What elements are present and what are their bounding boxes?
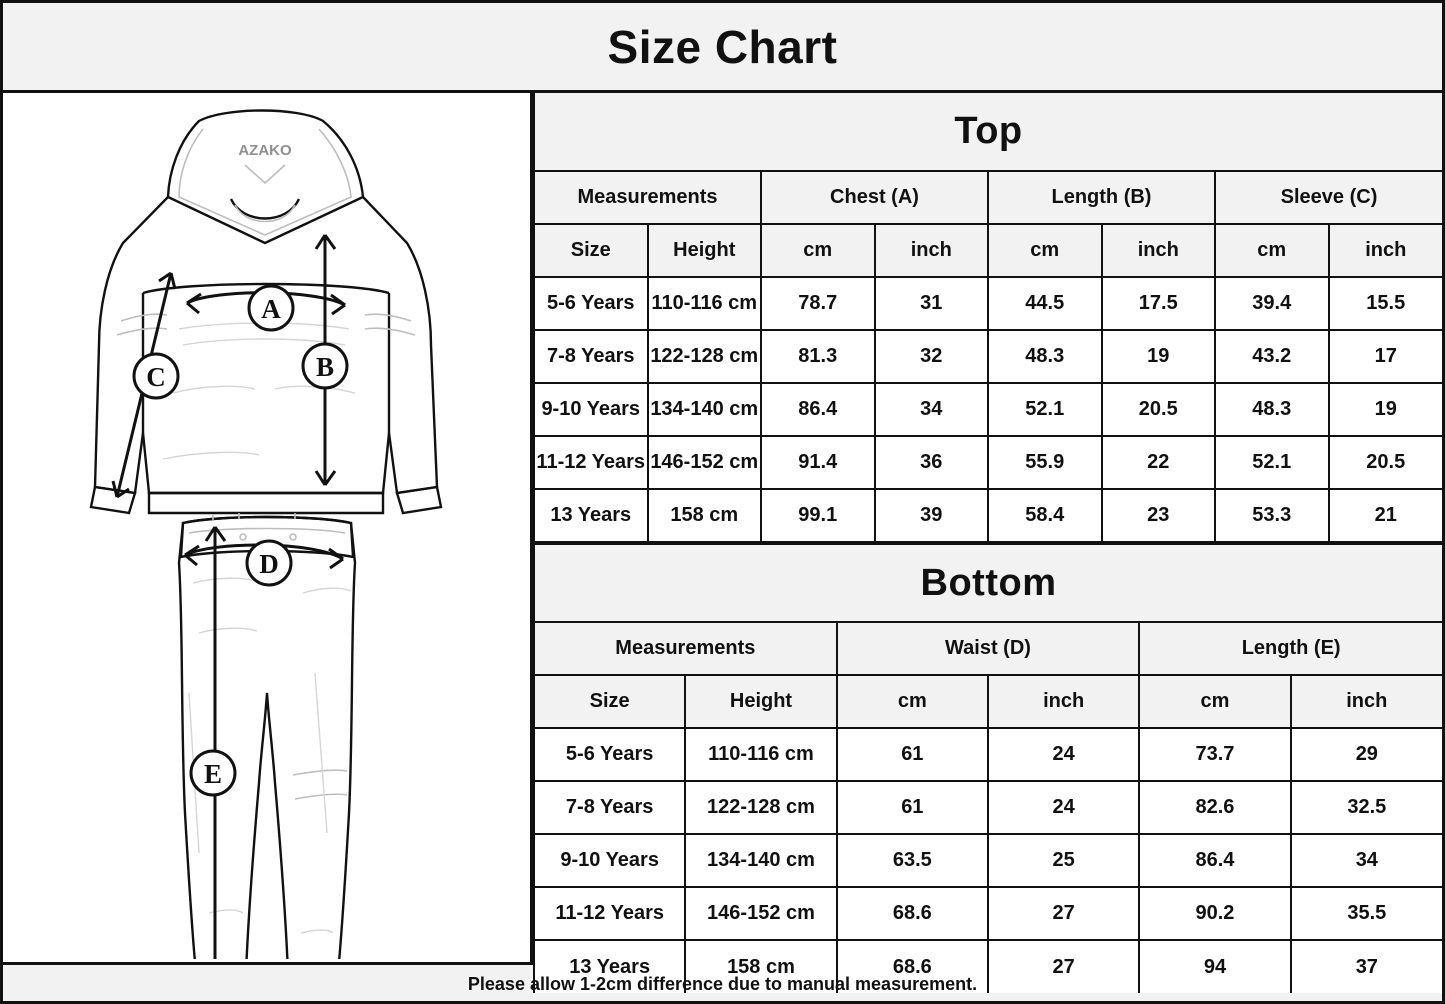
cell-length-inch: 37 — [1291, 940, 1442, 993]
cell-chest-inch: 34 — [875, 383, 989, 436]
cell-height: 146-152 cm — [648, 436, 762, 489]
top-col-length-inch: inch — [1102, 224, 1216, 277]
cell-size: 11-12 Years — [534, 436, 648, 489]
cell-sleeve-inch: 19 — [1329, 383, 1443, 436]
bottom-col-length-inch: inch — [1291, 675, 1442, 728]
cell-waist-inch: 25 — [988, 834, 1139, 887]
marker-c — [134, 354, 178, 398]
tables-panel — [533, 93, 1442, 978]
bottom-group-measurements: Measurements — [534, 622, 837, 675]
cell-waist-inch: 24 — [988, 781, 1139, 834]
cell-waist-cm: 63.5 — [837, 834, 988, 887]
brand-logo — [238, 142, 292, 183]
bottom-col-size: Size — [534, 675, 685, 728]
cell-size: 13 Years — [534, 489, 648, 542]
top-col-height: Height — [648, 224, 762, 277]
cell-length-inch: 19 — [1102, 330, 1216, 383]
cell-chest-cm: 86.4 — [761, 383, 875, 436]
cell-size: 5-6 Years — [534, 277, 648, 330]
cell-waist-cm: 68.6 — [837, 940, 988, 993]
top-size-table — [533, 93, 1442, 543]
table-row — [534, 330, 1442, 383]
cell-height: 122-128 cm — [685, 781, 836, 834]
table-row — [534, 383, 1442, 436]
top-col-sleeve-cm: cm — [1215, 224, 1329, 277]
marker-c-label: C — [146, 362, 166, 392]
chart-body — [3, 93, 1442, 978]
table-row — [534, 277, 1442, 330]
cell-length-cm: 52.1 — [988, 383, 1102, 436]
top-group-sleeve: Sleeve (C) — [1215, 171, 1442, 224]
cell-chest-cm: 81.3 — [761, 330, 875, 383]
cell-sleeve-cm: 48.3 — [1215, 383, 1329, 436]
arrow-length-e — [203, 527, 225, 959]
bottom-col-height: Height — [685, 675, 836, 728]
top-group-chest: Chest (A) — [761, 171, 988, 224]
cell-chest-inch: 36 — [875, 436, 989, 489]
cell-chest-cm: 78.7 — [761, 277, 875, 330]
cell-sleeve-inch: 17 — [1329, 330, 1443, 383]
top-col-chest-cm: cm — [761, 224, 875, 277]
cell-height: 158 cm — [685, 940, 836, 993]
cell-size: 7-8 Years — [534, 781, 685, 834]
page-title: Size Chart — [607, 20, 838, 73]
page-title-bar — [3, 3, 1442, 93]
cell-length-inch: 17.5 — [1102, 277, 1216, 330]
marker-b-label: B — [315, 352, 335, 382]
cell-height: 146-152 cm — [685, 887, 836, 940]
cell-waist-inch: 27 — [988, 940, 1139, 993]
cell-length-cm: 55.9 — [988, 436, 1102, 489]
cell-size: 9-10 Years — [534, 834, 685, 887]
bottom-col-waist-cm: cm — [837, 675, 988, 728]
table-row — [534, 781, 1442, 834]
cell-chest-inch: 31 — [875, 277, 989, 330]
cell-chest-inch: 39 — [875, 489, 989, 542]
cell-size: 11-12 Years — [534, 887, 685, 940]
marker-a — [249, 286, 293, 330]
cell-size: 5-6 Years — [534, 728, 685, 781]
cell-height: 134-140 cm — [648, 383, 762, 436]
cell-length-inch: 29 — [1291, 728, 1442, 781]
cell-length-cm: 86.4 — [1139, 834, 1290, 887]
cell-length-cm: 94 — [1139, 940, 1290, 993]
cell-height: 110-116 cm — [648, 277, 762, 330]
top-col-size: Size — [534, 224, 648, 277]
cell-sleeve-cm: 39.4 — [1215, 277, 1329, 330]
cell-height: 110-116 cm — [685, 728, 836, 781]
cell-height: 134-140 cm — [685, 834, 836, 887]
cell-length-inch: 35.5 — [1291, 887, 1442, 940]
cell-height: 122-128 cm — [648, 330, 762, 383]
cell-chest-cm: 99.1 — [761, 489, 875, 542]
illustration-panel — [3, 93, 533, 962]
cell-length-cm: 44.5 — [988, 277, 1102, 330]
bottom-group-length: Length (E) — [1139, 622, 1442, 675]
top-section-title: Top — [534, 93, 1442, 171]
cell-length-inch: 34 — [1291, 834, 1442, 887]
footer-note-text: Please allow 1-2cm difference due to manual measurement. — [467, 974, 978, 994]
marker-e-label: E — [203, 759, 223, 789]
cell-waist-cm: 68.6 — [837, 887, 988, 940]
cell-waist-cm: 61 — [837, 728, 988, 781]
cell-waist-cm: 61 — [837, 781, 988, 834]
table-row — [534, 436, 1442, 489]
cell-size: 9-10 Years — [534, 383, 648, 436]
cell-waist-inch: 24 — [988, 728, 1139, 781]
table-row — [534, 834, 1442, 887]
top-group-length: Length (B) — [988, 171, 1215, 224]
cell-sleeve-cm: 52.1 — [1215, 436, 1329, 489]
cell-length-cm: 90.2 — [1139, 887, 1290, 940]
cell-length-cm: 82.6 — [1139, 781, 1290, 834]
top-col-sleeve-inch: inch — [1329, 224, 1443, 277]
bottom-group-waist: Waist (D) — [837, 622, 1140, 675]
table-row — [534, 887, 1442, 940]
cell-length-cm: 73.7 — [1139, 728, 1290, 781]
top-col-length-cm: cm — [988, 224, 1102, 277]
marker-a-label: A — [261, 294, 281, 324]
marker-b — [303, 344, 347, 388]
marker-d — [247, 541, 291, 585]
cell-sleeve-cm: 43.2 — [1215, 330, 1329, 383]
cell-sleeve-inch: 20.5 — [1329, 436, 1443, 489]
marker-d-label: D — [259, 549, 279, 579]
top-col-chest-inch: inch — [875, 224, 989, 277]
cell-height: 158 cm — [648, 489, 762, 542]
cell-length-inch: 23 — [1102, 489, 1216, 542]
cell-sleeve-inch: 15.5 — [1329, 277, 1443, 330]
top-group-measurements: Measurements — [534, 171, 761, 224]
bottom-size-table — [533, 543, 1442, 993]
cell-length-inch: 20.5 — [1102, 383, 1216, 436]
cell-length-inch: 22 — [1102, 436, 1216, 489]
bottom-section-title: Bottom — [534, 544, 1442, 622]
cell-chest-inch: 32 — [875, 330, 989, 383]
tracksuit-diagram — [3, 93, 530, 959]
cell-size: 7-8 Years — [534, 330, 648, 383]
cell-length-cm: 48.3 — [988, 330, 1102, 383]
cell-length-inch: 32.5 — [1291, 781, 1442, 834]
cell-sleeve-cm: 53.3 — [1215, 489, 1329, 542]
brand-text: AZAKO — [238, 142, 292, 159]
cell-length-cm: 58.4 — [988, 489, 1102, 542]
table-row — [534, 489, 1442, 542]
marker-e — [191, 751, 235, 795]
cell-waist-inch: 27 — [988, 887, 1139, 940]
cell-size: 13 Years — [534, 940, 685, 993]
table-row — [534, 728, 1442, 781]
bottom-col-length-cm: cm — [1139, 675, 1290, 728]
cell-chest-cm: 91.4 — [761, 436, 875, 489]
cell-sleeve-inch: 21 — [1329, 489, 1443, 542]
bottom-col-waist-inch: inch — [988, 675, 1139, 728]
